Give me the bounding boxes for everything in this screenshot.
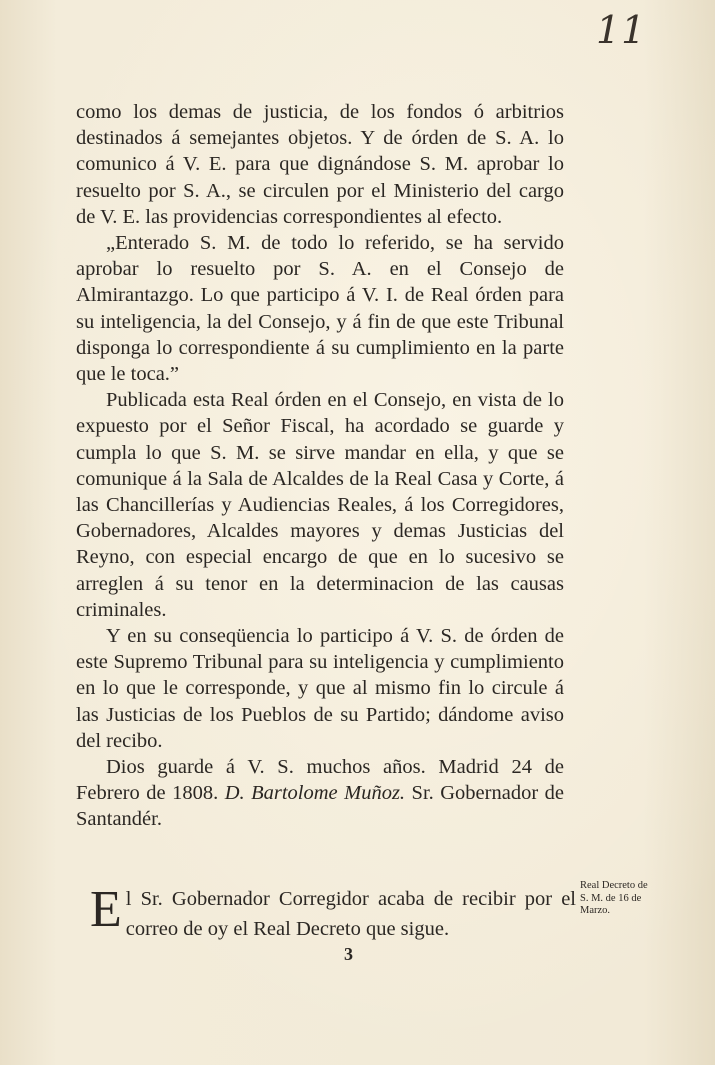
margin-note [580,880,680,918]
main-text-block [76,99,564,833]
decree-announcement [76,881,576,944]
drop-cap: E [90,881,122,938]
decree-text: l Sr. Gobernador Corregidor acaba de recibir por el correo de oy el Real Decreto que sigue. [125,888,576,940]
closing-text: Dios guarde á V. S. muchos años. Madrid 24 de Febrero de 1808. [76,756,564,805]
paragraph-continuation: como los demas de justicia, de los fondos ó arbitrios destinados á semejantes objetos. Y de órden de S. A. lo comunico á V. E. para que dignándose S. M. aprobar lo resuelto por S. A., se circulen por el Ministerio del cargo de V. E. las providencias correspondientes al efecto. [76,101,564,228]
closing-paragraph [76,754,564,833]
page-number: 3 [344,944,353,964]
addressee: Sr. Gobernador de Santandér. [76,782,564,831]
folio-handwritten-number: 11 [596,8,647,52]
margin-note-line-2: S. M. de 16 de [580,892,642,904]
margin-note-line-1: Real Decreto de [580,880,648,891]
margin-note-line-3: Marzo. [580,905,611,916]
signature: D. Bartolome Muñoz. [224,782,406,805]
paragraph-council-publication: Publicada esta Real órden en el Consejo, en vista de lo expuesto por el Señor Fiscal, ha acordado se guarde y cumpla lo que S. M. se sirve mandar en ella, y que se comunique á la Sala de Alcaldes de la Real Casa y Corte, á las Chancillerías y Audiencias Reales, á los Corregidores, Gobernadores, Alcaldes mayores y demas Justicias del Reyno, con especial encargo de que en lo sucesivo se arreglen á su tenor en la determinacion de las causas criminales. [76,389,564,621]
paragraph-consequence: Y en su conseqüencia lo participo á V. S. de órden de este Supremo Tribunal para su inteligencia y cumplimiento en lo que le corresponde, y que al mismo fin lo circule á las Justicias de los Pueblos de su Partido; dándome aviso del recibo. [76,625,564,752]
paragraph-royal-order-quote: „Enterado S. M. de todo lo referido, se ha servido aprobar lo resuelto por S. A. en el Consejo de Almirantazgo. Lo que participo á V. I. de Real órden para su inteligencia, la del Consejo, y á fin de que este Tribunal disponga lo correspondiente á su cumplimiento en la parte que le toca.” [76,232,564,386]
